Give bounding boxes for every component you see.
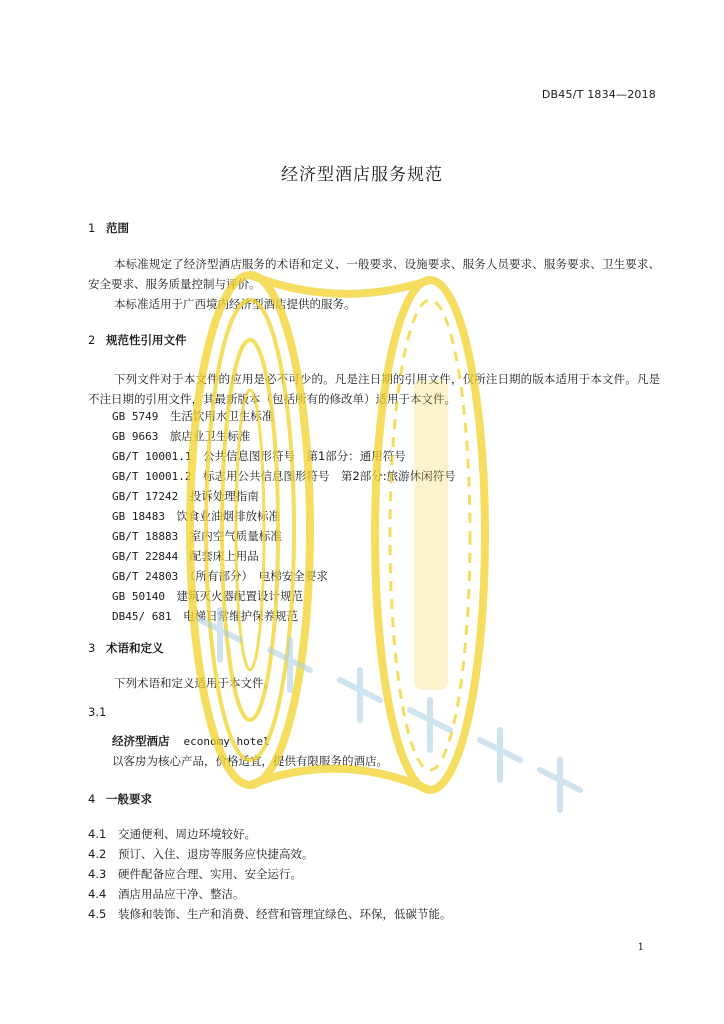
list-item — [88, 884, 245, 904]
list-item-text: 酒店用品应干净、整洁。 — [118, 887, 245, 901]
reference-code: GB 9663 — [112, 430, 159, 443]
section-1-heading — [88, 218, 129, 238]
section-title: 术语和定义 — [106, 641, 164, 655]
list-item-text: 装修和装饰、生产和消费、经营和管理宜绿色、环保，低碳节能。 — [118, 907, 452, 921]
page-number: 1 — [637, 942, 644, 953]
list-item-number: 4.1 — [88, 827, 107, 841]
section-3-paragraph-1: 下列术语和定义适用于本文件。 — [114, 676, 275, 690]
reference-item — [112, 406, 273, 427]
list-item — [88, 824, 256, 844]
reference-item — [112, 566, 328, 587]
term-chinese: 经济型酒店 — [112, 734, 170, 748]
list-item — [88, 864, 302, 884]
list-item — [88, 904, 452, 924]
reference-item — [112, 466, 456, 487]
section-number: 4 — [88, 792, 96, 806]
section-title: 规范性引用文件 — [106, 333, 187, 347]
reference-code: GB/T 18883 — [112, 530, 179, 543]
reference-item — [112, 486, 259, 507]
reference-item — [112, 506, 280, 527]
reference-code: GB 5749 — [112, 410, 159, 423]
list-item-text: 硬件配备应合理、实用、安全运行。 — [118, 867, 302, 881]
reference-code: DB45/ 681 — [112, 610, 172, 623]
reference-item — [112, 586, 303, 607]
list-item-text: 预订、入住、退房等服务应快捷高效。 — [118, 847, 314, 861]
section-2-heading — [88, 330, 187, 350]
reference-name: 生活饮用水卫生标准 — [169, 409, 274, 423]
reference-code: GB 18483 — [112, 510, 165, 523]
reference-name: 公共信息图形符号 第1部分：通用符号 — [202, 449, 406, 463]
reference-name: 标志用公共信息图形符号 第2部分:旅游休闲符号 — [202, 469, 456, 483]
reference-code: GB/T 22844 — [112, 550, 179, 563]
term-english: economy hotel — [183, 735, 270, 748]
reference-name: 配套床上用品 — [189, 549, 259, 563]
section-4-heading — [88, 789, 152, 809]
section-number: 2 — [88, 333, 96, 347]
section-1-paragraph-2: 本标准适用于广西境内经济型酒店提供的服务。 — [114, 297, 356, 311]
list-item-number: 4.2 — [88, 847, 107, 861]
subsection-number: 3.1 — [88, 705, 107, 719]
list-item-number: 4.5 — [88, 907, 107, 921]
list-item-text: 交通便利、周边环境较好。 — [118, 827, 256, 841]
section-number: 3 — [88, 641, 96, 655]
standard-code: DB45/T 1834—2018 — [541, 88, 656, 101]
section-3-heading — [88, 638, 164, 658]
reference-code: GB/T 10001.1 — [112, 450, 192, 463]
reference-code: GB/T 10001.2 — [112, 470, 192, 483]
term-definition: 以客房为核心产品，价格适宜，提供有限服务的酒店。 — [112, 754, 388, 768]
page-title: 经济型酒店服务规范 — [281, 165, 443, 185]
list-item-number: 4.3 — [88, 867, 107, 881]
term-entry — [112, 731, 270, 752]
reference-name: 建筑灭火器配置设计规范 — [176, 589, 303, 603]
reference-name: 饮食业油烟排放标准 — [176, 509, 280, 523]
list-item — [88, 844, 314, 864]
reference-item — [112, 526, 282, 547]
list-item-number: 4.4 — [88, 887, 107, 901]
reference-name: 电梯日常维护保养规范 — [183, 609, 299, 623]
reference-name: （所有部分） 电梯安全要求 — [189, 569, 328, 583]
reference-item — [112, 446, 406, 467]
reference-item — [112, 606, 298, 627]
section-2-paragraph-1: 下列文件对于本文件的应用是必不可少的。凡是注日期的引用文件，仅所注日期的版本适用于本文件。凡是不注日期的引用文件，其最新版本（包括所有的修改单）适用于本文件。 — [88, 372, 660, 406]
reference-name: 旅店业卫生标准 — [169, 429, 251, 443]
reference-code: GB 50140 — [112, 590, 165, 603]
reference-code: GB/T 17242 — [112, 490, 179, 503]
section-number: 1 — [88, 221, 96, 235]
reference-name: 室内空气质量标准 — [189, 529, 282, 543]
section-title: 范围 — [106, 221, 129, 235]
section-title: 一般要求 — [106, 792, 152, 806]
section-1-paragraph-1: 本标准规定了经济型酒店服务的术语和定义、一般要求、设施要求、服务人员要求、服务要求、卫生要求、安全要求、服务质量控制与评价。 — [88, 257, 660, 291]
reference-name: 投诉处理指南 — [189, 489, 259, 503]
reference-code: GB/T 24803 — [112, 570, 179, 583]
reference-item — [112, 546, 259, 567]
reference-item — [112, 426, 250, 447]
